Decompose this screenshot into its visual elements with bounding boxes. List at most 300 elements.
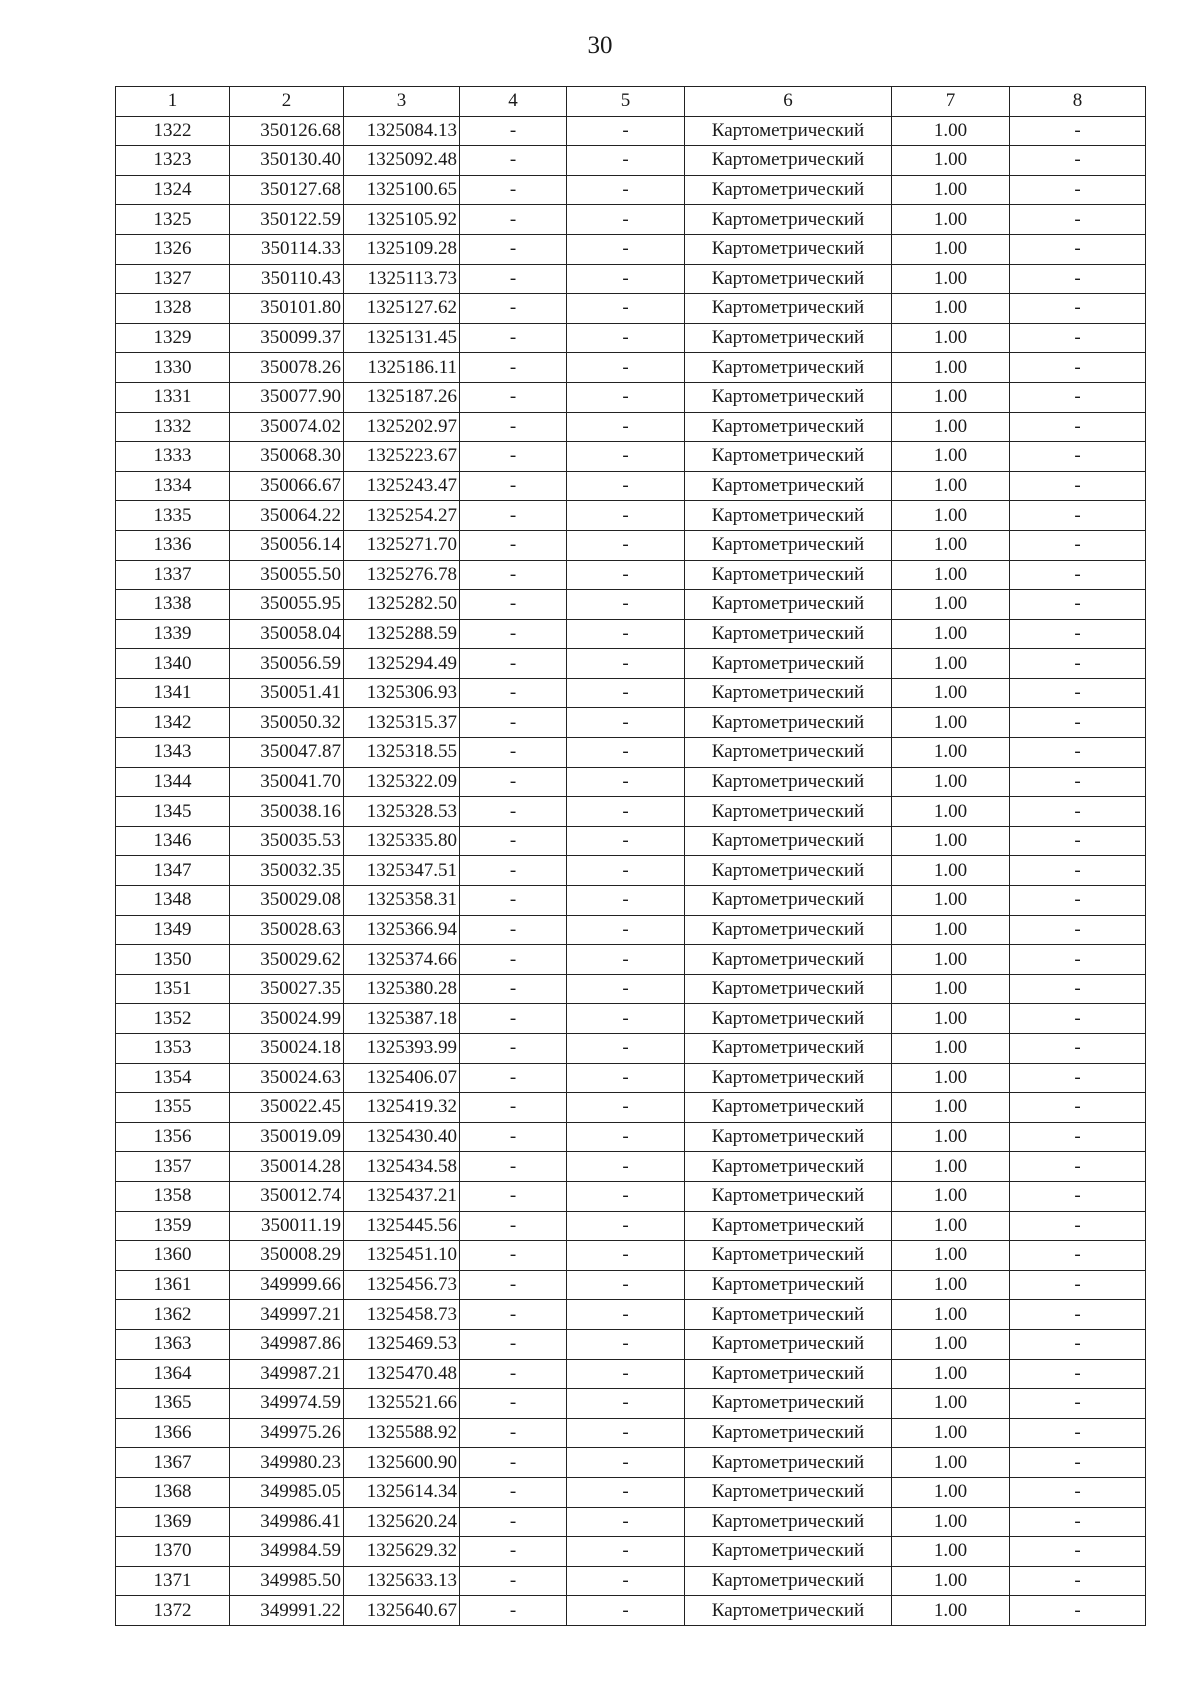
col-8-value-cell: - bbox=[1010, 442, 1146, 472]
method-cell: Картометрический bbox=[685, 1300, 892, 1330]
col-5-value-cell: - bbox=[567, 412, 685, 442]
point-number-cell: 1339 bbox=[116, 619, 230, 649]
point-number-cell: 1332 bbox=[116, 412, 230, 442]
method-cell: Картометрический bbox=[685, 1063, 892, 1093]
x-coordinate-cell: 350126.68 bbox=[230, 116, 344, 146]
accuracy-cell: 1.00 bbox=[892, 442, 1010, 472]
col-5-value-cell: - bbox=[567, 116, 685, 146]
col-5-value-cell: - bbox=[567, 175, 685, 205]
table-row bbox=[116, 886, 1146, 916]
accuracy-cell: 1.00 bbox=[892, 294, 1010, 324]
x-coordinate-cell: 350114.33 bbox=[230, 234, 344, 264]
method-cell: Картометрический bbox=[685, 1507, 892, 1537]
method-cell: Картометрический bbox=[685, 1004, 892, 1034]
method-cell: Картометрический bbox=[685, 1418, 892, 1448]
method-cell: Картометрический bbox=[685, 116, 892, 146]
x-coordinate-cell: 350056.59 bbox=[230, 649, 344, 679]
col-4-value-cell: - bbox=[460, 1477, 567, 1507]
col-5-value-cell: - bbox=[567, 856, 685, 886]
x-coordinate-cell: 350055.95 bbox=[230, 590, 344, 620]
col-4-value-cell: - bbox=[460, 560, 567, 590]
method-cell: Картометрический bbox=[685, 945, 892, 975]
y-coordinate-cell: 1325084.13 bbox=[344, 116, 460, 146]
table-row bbox=[116, 1477, 1146, 1507]
y-coordinate-cell: 1325254.27 bbox=[344, 501, 460, 531]
y-coordinate-cell: 1325588.92 bbox=[344, 1418, 460, 1448]
x-coordinate-cell: 350101.80 bbox=[230, 294, 344, 324]
accuracy-cell: 1.00 bbox=[892, 1477, 1010, 1507]
x-coordinate-cell: 350051.41 bbox=[230, 678, 344, 708]
y-coordinate-cell: 1325521.66 bbox=[344, 1389, 460, 1419]
table-row bbox=[116, 1448, 1146, 1478]
col-5-value-cell: - bbox=[567, 1241, 685, 1271]
y-coordinate-cell: 1325092.48 bbox=[344, 146, 460, 176]
accuracy-cell: 1.00 bbox=[892, 1004, 1010, 1034]
col-8-value-cell: - bbox=[1010, 1034, 1146, 1064]
point-number-cell: 1327 bbox=[116, 264, 230, 294]
col-5-value-cell: - bbox=[567, 294, 685, 324]
point-number-cell: 1334 bbox=[116, 471, 230, 501]
col-5-value-cell: - bbox=[567, 205, 685, 235]
y-coordinate-cell: 1325100.65 bbox=[344, 175, 460, 205]
col-4-value-cell: - bbox=[460, 974, 567, 1004]
col-5-value-cell: - bbox=[567, 886, 685, 916]
table-row bbox=[116, 323, 1146, 353]
y-coordinate-cell: 1325640.67 bbox=[344, 1596, 460, 1626]
method-cell: Картометрический bbox=[685, 1596, 892, 1626]
y-coordinate-cell: 1325322.09 bbox=[344, 767, 460, 797]
table-body bbox=[116, 116, 1146, 1625]
col-5-value-cell: - bbox=[567, 708, 685, 738]
x-coordinate-cell: 350130.40 bbox=[230, 146, 344, 176]
col-8-value-cell: - bbox=[1010, 1359, 1146, 1389]
column-header: 6 bbox=[685, 87, 892, 117]
table-row bbox=[116, 1181, 1146, 1211]
point-number-cell: 1347 bbox=[116, 856, 230, 886]
point-number-cell: 1361 bbox=[116, 1270, 230, 1300]
x-coordinate-cell: 349975.26 bbox=[230, 1418, 344, 1448]
point-number-cell: 1355 bbox=[116, 1093, 230, 1123]
accuracy-cell: 1.00 bbox=[892, 234, 1010, 264]
col-4-value-cell: - bbox=[460, 353, 567, 383]
col-5-value-cell: - bbox=[567, 797, 685, 827]
y-coordinate-cell: 1325380.28 bbox=[344, 974, 460, 1004]
table-row bbox=[116, 412, 1146, 442]
col-5-value-cell: - bbox=[567, 471, 685, 501]
x-coordinate-cell: 350055.50 bbox=[230, 560, 344, 590]
x-coordinate-cell: 350038.16 bbox=[230, 797, 344, 827]
y-coordinate-cell: 1325113.73 bbox=[344, 264, 460, 294]
col-8-value-cell: - bbox=[1010, 974, 1146, 1004]
col-5-value-cell: - bbox=[567, 1566, 685, 1596]
x-coordinate-cell: 349986.41 bbox=[230, 1507, 344, 1537]
point-number-cell: 1344 bbox=[116, 767, 230, 797]
accuracy-cell: 1.00 bbox=[892, 767, 1010, 797]
accuracy-cell: 1.00 bbox=[892, 590, 1010, 620]
table-row bbox=[116, 1211, 1146, 1241]
method-cell: Картометрический bbox=[685, 323, 892, 353]
col-8-value-cell: - bbox=[1010, 294, 1146, 324]
col-5-value-cell: - bbox=[567, 1477, 685, 1507]
accuracy-cell: 1.00 bbox=[892, 797, 1010, 827]
method-cell: Картометрический bbox=[685, 353, 892, 383]
column-header: 4 bbox=[460, 87, 567, 117]
table-row bbox=[116, 1270, 1146, 1300]
col-5-value-cell: - bbox=[567, 1152, 685, 1182]
y-coordinate-cell: 1325434.58 bbox=[344, 1152, 460, 1182]
col-4-value-cell: - bbox=[460, 619, 567, 649]
accuracy-cell: 1.00 bbox=[892, 974, 1010, 1004]
col-5-value-cell: - bbox=[567, 1389, 685, 1419]
x-coordinate-cell: 349985.50 bbox=[230, 1566, 344, 1596]
table-row bbox=[116, 1389, 1146, 1419]
point-number-cell: 1358 bbox=[116, 1181, 230, 1211]
table-row bbox=[116, 1537, 1146, 1567]
accuracy-cell: 1.00 bbox=[892, 1093, 1010, 1123]
y-coordinate-cell: 1325186.11 bbox=[344, 353, 460, 383]
col-4-value-cell: - bbox=[460, 1418, 567, 1448]
y-coordinate-cell: 1325223.67 bbox=[344, 442, 460, 472]
x-coordinate-cell: 350014.28 bbox=[230, 1152, 344, 1182]
method-cell: Картометрический bbox=[685, 974, 892, 1004]
point-number-cell: 1354 bbox=[116, 1063, 230, 1093]
y-coordinate-cell: 1325469.53 bbox=[344, 1329, 460, 1359]
accuracy-cell: 1.00 bbox=[892, 1596, 1010, 1626]
point-number-cell: 1326 bbox=[116, 234, 230, 264]
col-8-value-cell: - bbox=[1010, 1093, 1146, 1123]
col-5-value-cell: - bbox=[567, 1300, 685, 1330]
point-number-cell: 1366 bbox=[116, 1418, 230, 1448]
accuracy-cell: 1.00 bbox=[892, 1034, 1010, 1064]
method-cell: Картометрический bbox=[685, 442, 892, 472]
accuracy-cell: 1.00 bbox=[892, 1329, 1010, 1359]
table-row bbox=[116, 1122, 1146, 1152]
col-4-value-cell: - bbox=[460, 234, 567, 264]
table-row bbox=[116, 974, 1146, 1004]
col-4-value-cell: - bbox=[460, 708, 567, 738]
col-8-value-cell: - bbox=[1010, 738, 1146, 768]
method-cell: Картометрический bbox=[685, 530, 892, 560]
point-number-cell: 1346 bbox=[116, 826, 230, 856]
method-cell: Картометрический bbox=[685, 797, 892, 827]
y-coordinate-cell: 1325358.31 bbox=[344, 886, 460, 916]
col-8-value-cell: - bbox=[1010, 945, 1146, 975]
accuracy-cell: 1.00 bbox=[892, 708, 1010, 738]
col-5-value-cell: - bbox=[567, 1596, 685, 1626]
x-coordinate-cell: 350066.67 bbox=[230, 471, 344, 501]
point-number-cell: 1365 bbox=[116, 1389, 230, 1419]
table-row bbox=[116, 175, 1146, 205]
accuracy-cell: 1.00 bbox=[892, 382, 1010, 412]
col-5-value-cell: - bbox=[567, 1122, 685, 1152]
col-5-value-cell: - bbox=[567, 1359, 685, 1389]
point-number-cell: 1342 bbox=[116, 708, 230, 738]
col-4-value-cell: - bbox=[460, 471, 567, 501]
method-cell: Картометрический bbox=[685, 1034, 892, 1064]
accuracy-cell: 1.00 bbox=[892, 1211, 1010, 1241]
col-5-value-cell: - bbox=[567, 530, 685, 560]
method-cell: Картометрический bbox=[685, 1181, 892, 1211]
method-cell: Картометрический bbox=[685, 1566, 892, 1596]
accuracy-cell: 1.00 bbox=[892, 1359, 1010, 1389]
y-coordinate-cell: 1325430.40 bbox=[344, 1122, 460, 1152]
method-cell: Картометрический bbox=[685, 678, 892, 708]
col-4-value-cell: - bbox=[460, 205, 567, 235]
col-8-value-cell: - bbox=[1010, 501, 1146, 531]
x-coordinate-cell: 350074.02 bbox=[230, 412, 344, 442]
col-5-value-cell: - bbox=[567, 974, 685, 1004]
col-8-value-cell: - bbox=[1010, 1596, 1146, 1626]
y-coordinate-cell: 1325456.73 bbox=[344, 1270, 460, 1300]
col-8-value-cell: - bbox=[1010, 797, 1146, 827]
col-4-value-cell: - bbox=[460, 146, 567, 176]
x-coordinate-cell: 350032.35 bbox=[230, 856, 344, 886]
point-number-cell: 1329 bbox=[116, 323, 230, 353]
x-coordinate-cell: 350122.59 bbox=[230, 205, 344, 235]
x-coordinate-cell: 350050.32 bbox=[230, 708, 344, 738]
table-row bbox=[116, 1063, 1146, 1093]
method-cell: Картометрический bbox=[685, 1537, 892, 1567]
col-4-value-cell: - bbox=[460, 649, 567, 679]
col-4-value-cell: - bbox=[460, 412, 567, 442]
point-number-cell: 1337 bbox=[116, 560, 230, 590]
x-coordinate-cell: 349987.21 bbox=[230, 1359, 344, 1389]
x-coordinate-cell: 350022.45 bbox=[230, 1093, 344, 1123]
point-number-cell: 1360 bbox=[116, 1241, 230, 1271]
column-header: 1 bbox=[116, 87, 230, 117]
col-8-value-cell: - bbox=[1010, 353, 1146, 383]
table-row bbox=[116, 1034, 1146, 1064]
accuracy-cell: 1.00 bbox=[892, 1122, 1010, 1152]
col-5-value-cell: - bbox=[567, 1537, 685, 1567]
accuracy-cell: 1.00 bbox=[892, 560, 1010, 590]
point-number-cell: 1356 bbox=[116, 1122, 230, 1152]
method-cell: Картометрический bbox=[685, 1270, 892, 1300]
col-5-value-cell: - bbox=[567, 442, 685, 472]
y-coordinate-cell: 1325271.70 bbox=[344, 530, 460, 560]
table-row bbox=[116, 678, 1146, 708]
x-coordinate-cell: 350024.18 bbox=[230, 1034, 344, 1064]
accuracy-cell: 1.00 bbox=[892, 619, 1010, 649]
x-coordinate-cell: 350029.62 bbox=[230, 945, 344, 975]
x-coordinate-cell: 349991.22 bbox=[230, 1596, 344, 1626]
col-4-value-cell: - bbox=[460, 590, 567, 620]
col-4-value-cell: - bbox=[460, 915, 567, 945]
table-row bbox=[116, 915, 1146, 945]
point-number-cell: 1322 bbox=[116, 116, 230, 146]
method-cell: Картометрический bbox=[685, 146, 892, 176]
col-5-value-cell: - bbox=[567, 382, 685, 412]
y-coordinate-cell: 1325328.53 bbox=[344, 797, 460, 827]
point-number-cell: 1333 bbox=[116, 442, 230, 472]
x-coordinate-cell: 350110.43 bbox=[230, 264, 344, 294]
col-8-value-cell: - bbox=[1010, 826, 1146, 856]
point-number-cell: 1340 bbox=[116, 649, 230, 679]
method-cell: Картометрический bbox=[685, 1329, 892, 1359]
col-4-value-cell: - bbox=[460, 1300, 567, 1330]
col-4-value-cell: - bbox=[460, 1241, 567, 1271]
y-coordinate-cell: 1325288.59 bbox=[344, 619, 460, 649]
col-8-value-cell: - bbox=[1010, 382, 1146, 412]
table-row bbox=[116, 649, 1146, 679]
table-row bbox=[116, 1152, 1146, 1182]
table-row bbox=[116, 708, 1146, 738]
col-4-value-cell: - bbox=[460, 1034, 567, 1064]
point-number-cell: 1367 bbox=[116, 1448, 230, 1478]
point-number-cell: 1368 bbox=[116, 1477, 230, 1507]
col-5-value-cell: - bbox=[567, 323, 685, 353]
x-coordinate-cell: 350068.30 bbox=[230, 442, 344, 472]
accuracy-cell: 1.00 bbox=[892, 146, 1010, 176]
x-coordinate-cell: 350078.26 bbox=[230, 353, 344, 383]
col-5-value-cell: - bbox=[567, 945, 685, 975]
y-coordinate-cell: 1325406.07 bbox=[344, 1063, 460, 1093]
x-coordinate-cell: 349997.21 bbox=[230, 1300, 344, 1330]
col-8-value-cell: - bbox=[1010, 530, 1146, 560]
point-number-cell: 1351 bbox=[116, 974, 230, 1004]
col-8-value-cell: - bbox=[1010, 116, 1146, 146]
col-4-value-cell: - bbox=[460, 530, 567, 560]
point-number-cell: 1325 bbox=[116, 205, 230, 235]
accuracy-cell: 1.00 bbox=[892, 264, 1010, 294]
col-5-value-cell: - bbox=[567, 1034, 685, 1064]
col-4-value-cell: - bbox=[460, 1004, 567, 1034]
col-4-value-cell: - bbox=[460, 294, 567, 324]
y-coordinate-cell: 1325629.32 bbox=[344, 1537, 460, 1567]
table-row bbox=[116, 264, 1146, 294]
col-4-value-cell: - bbox=[460, 1389, 567, 1419]
col-5-value-cell: - bbox=[567, 649, 685, 679]
x-coordinate-cell: 350127.68 bbox=[230, 175, 344, 205]
col-8-value-cell: - bbox=[1010, 412, 1146, 442]
y-coordinate-cell: 1325451.10 bbox=[344, 1241, 460, 1271]
col-8-value-cell: - bbox=[1010, 649, 1146, 679]
point-number-cell: 1336 bbox=[116, 530, 230, 560]
col-4-value-cell: - bbox=[460, 1448, 567, 1478]
col-5-value-cell: - bbox=[567, 826, 685, 856]
col-8-value-cell: - bbox=[1010, 1300, 1146, 1330]
col-4-value-cell: - bbox=[460, 1537, 567, 1567]
method-cell: Картометрический bbox=[685, 560, 892, 590]
point-number-cell: 1338 bbox=[116, 590, 230, 620]
col-4-value-cell: - bbox=[460, 856, 567, 886]
col-4-value-cell: - bbox=[460, 116, 567, 146]
method-cell: Картометрический bbox=[685, 856, 892, 886]
col-8-value-cell: - bbox=[1010, 1122, 1146, 1152]
point-number-cell: 1357 bbox=[116, 1152, 230, 1182]
method-cell: Картометрический bbox=[685, 294, 892, 324]
col-4-value-cell: - bbox=[460, 678, 567, 708]
col-4-value-cell: - bbox=[460, 1181, 567, 1211]
point-number-cell: 1363 bbox=[116, 1329, 230, 1359]
accuracy-cell: 1.00 bbox=[892, 1152, 1010, 1182]
x-coordinate-cell: 349987.86 bbox=[230, 1329, 344, 1359]
point-number-cell: 1371 bbox=[116, 1566, 230, 1596]
method-cell: Картометрический bbox=[685, 264, 892, 294]
accuracy-cell: 1.00 bbox=[892, 915, 1010, 945]
accuracy-cell: 1.00 bbox=[892, 1270, 1010, 1300]
accuracy-cell: 1.00 bbox=[892, 1063, 1010, 1093]
col-4-value-cell: - bbox=[460, 264, 567, 294]
col-8-value-cell: - bbox=[1010, 1004, 1146, 1034]
col-4-value-cell: - bbox=[460, 945, 567, 975]
accuracy-cell: 1.00 bbox=[892, 175, 1010, 205]
col-8-value-cell: - bbox=[1010, 234, 1146, 264]
x-coordinate-cell: 350056.14 bbox=[230, 530, 344, 560]
col-5-value-cell: - bbox=[567, 353, 685, 383]
point-number-cell: 1343 bbox=[116, 738, 230, 768]
col-5-value-cell: - bbox=[567, 678, 685, 708]
method-cell: Картометрический bbox=[685, 1211, 892, 1241]
col-4-value-cell: - bbox=[460, 1359, 567, 1389]
y-coordinate-cell: 1325187.26 bbox=[344, 382, 460, 412]
y-coordinate-cell: 1325243.47 bbox=[344, 471, 460, 501]
y-coordinate-cell: 1325335.80 bbox=[344, 826, 460, 856]
point-number-cell: 1369 bbox=[116, 1507, 230, 1537]
col-5-value-cell: - bbox=[567, 501, 685, 531]
col-5-value-cell: - bbox=[567, 146, 685, 176]
accuracy-cell: 1.00 bbox=[892, 116, 1010, 146]
point-number-cell: 1353 bbox=[116, 1034, 230, 1064]
accuracy-cell: 1.00 bbox=[892, 353, 1010, 383]
col-5-value-cell: - bbox=[567, 1181, 685, 1211]
col-4-value-cell: - bbox=[460, 1211, 567, 1241]
col-4-value-cell: - bbox=[460, 738, 567, 768]
col-8-value-cell: - bbox=[1010, 915, 1146, 945]
method-cell: Картометрический bbox=[685, 175, 892, 205]
col-4-value-cell: - bbox=[460, 767, 567, 797]
y-coordinate-cell: 1325306.93 bbox=[344, 678, 460, 708]
col-8-value-cell: - bbox=[1010, 560, 1146, 590]
col-8-value-cell: - bbox=[1010, 1152, 1146, 1182]
table-row bbox=[116, 205, 1146, 235]
method-cell: Картометрический bbox=[685, 886, 892, 916]
x-coordinate-cell: 349974.59 bbox=[230, 1389, 344, 1419]
table-row bbox=[116, 116, 1146, 146]
x-coordinate-cell: 350008.29 bbox=[230, 1241, 344, 1271]
point-number-cell: 1350 bbox=[116, 945, 230, 975]
method-cell: Картометрический bbox=[685, 826, 892, 856]
table-row bbox=[116, 294, 1146, 324]
y-coordinate-cell: 1325127.62 bbox=[344, 294, 460, 324]
point-number-cell: 1372 bbox=[116, 1596, 230, 1626]
point-number-cell: 1362 bbox=[116, 1300, 230, 1330]
col-4-value-cell: - bbox=[460, 886, 567, 916]
col-5-value-cell: - bbox=[567, 1418, 685, 1448]
y-coordinate-cell: 1325633.13 bbox=[344, 1566, 460, 1596]
table-row bbox=[116, 1418, 1146, 1448]
col-4-value-cell: - bbox=[460, 797, 567, 827]
col-5-value-cell: - bbox=[567, 1270, 685, 1300]
x-coordinate-cell: 350058.04 bbox=[230, 619, 344, 649]
accuracy-cell: 1.00 bbox=[892, 1389, 1010, 1419]
table-row bbox=[116, 738, 1146, 768]
method-cell: Картометрический bbox=[685, 708, 892, 738]
x-coordinate-cell: 350029.08 bbox=[230, 886, 344, 916]
method-cell: Картометрический bbox=[685, 205, 892, 235]
col-8-value-cell: - bbox=[1010, 1389, 1146, 1419]
x-coordinate-cell: 349984.59 bbox=[230, 1537, 344, 1567]
accuracy-cell: 1.00 bbox=[892, 826, 1010, 856]
accuracy-cell: 1.00 bbox=[892, 945, 1010, 975]
table-row bbox=[116, 530, 1146, 560]
y-coordinate-cell: 1325282.50 bbox=[344, 590, 460, 620]
y-coordinate-cell: 1325318.55 bbox=[344, 738, 460, 768]
y-coordinate-cell: 1325458.73 bbox=[344, 1300, 460, 1330]
method-cell: Картометрический bbox=[685, 619, 892, 649]
accuracy-cell: 1.00 bbox=[892, 678, 1010, 708]
y-coordinate-cell: 1325614.34 bbox=[344, 1477, 460, 1507]
